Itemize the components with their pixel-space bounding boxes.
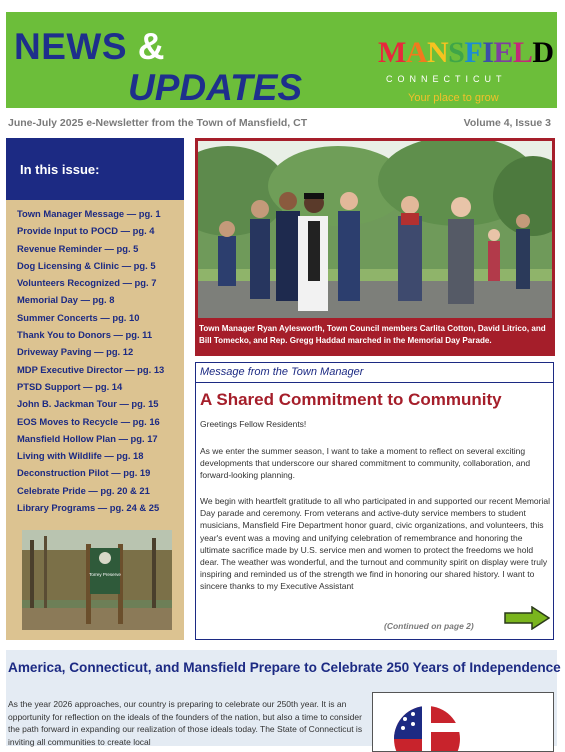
- logo-letter: A: [405, 36, 427, 69]
- contents-sidebar: [6, 138, 184, 640]
- toc-item[interactable]: EOS Moves to Recycle — pg. 16: [17, 415, 160, 427]
- parade-photo: [198, 141, 552, 318]
- continued-link[interactable]: (Continued on page 2): [384, 621, 474, 631]
- title-news-word: NEWS: [14, 26, 127, 67]
- message-headline: A Shared Commitment to Community: [200, 390, 502, 409]
- toc-item[interactable]: Summer Concerts — pg. 10: [17, 311, 140, 323]
- logo-letter: E: [493, 36, 513, 69]
- toc-item[interactable]: Library Programs — pg. 24 & 25: [17, 502, 160, 514]
- logo-letter: L: [512, 36, 533, 69]
- toc-item[interactable]: John B. Jackman Tour — pg. 15: [17, 398, 159, 410]
- arrow-right-icon[interactable]: [504, 606, 550, 630]
- message-paragraph: We begin with heartfelt gratitude to all who participated in and supported our recent Memorial Day parade and ceremony. From veterans and active-duty service members to student musicians, Mansfield Fire Department honor guard, civic organizations, and volunteers, this year's event was a moving and unifying celebration of remembrance and honoring the ultimate sacrifice made by U.S. service men and women to protect the freedoms we hold dear. The weather was wonderful, and the turnout and community spirit on display were truly inspiring and reminded us of the strength we find in honoring our shared history. I want to sincere thanks to my Executive Assistant: [200, 496, 550, 592]
- logo-letter: D: [532, 36, 554, 69]
- logo-letter: M: [378, 36, 406, 69]
- newsletter-title-news: [14, 26, 165, 68]
- kicker-divider: [196, 382, 553, 383]
- toc-item[interactable]: Mansfield Hollow Plan — pg. 17: [17, 432, 158, 444]
- logo-letter: F: [464, 36, 483, 69]
- anniversary-body: As the year 2026 approaches, our country is preparing to celebrate our 250th year. It is an opportunity for reflection on the ideals of the founders of the nation, but also a time to consider the path forward in expanding our realization of those ideals today. The State of Connecticut is inviting all communities to create local: [8, 699, 363, 747]
- toc-item[interactable]: Thank You to Donors — pg. 11: [17, 329, 153, 341]
- anniversary-headline: America, Connecticut, and Mansfield Prepare to Celebrate 250 Years of Independence: [8, 660, 561, 675]
- toc-item[interactable]: Dog Licensing & Clinic — pg. 5: [17, 259, 156, 271]
- newsletter-title-updates: UPDATES: [128, 67, 303, 108]
- toc-item[interactable]: Deconstruction Pilot — pg. 19: [17, 467, 151, 479]
- photo-caption: Town Manager Ryan Aylesworth, Town Council members Carlita Cotton, David Litrico, and Bill Tomecko, and Rep. Gregg Haddad marched in the Memorial Day Parade.: [199, 324, 546, 345]
- table-of-contents: [17, 207, 182, 518]
- issue-number: Volume 4, Issue 3: [463, 117, 551, 129]
- toc-item[interactable]: Driveway Paving — pg. 12: [17, 346, 134, 358]
- message-greeting: Greetings Fellow Residents!: [200, 419, 307, 429]
- title-ampersand: &: [137, 26, 166, 67]
- america250-emblem: [372, 692, 554, 752]
- message-paragraph: As we enter the summer season, I want to take a moment to reflect on several exciting developments that underscore our shared commitment to community, collaboration, and forward-looking planning.: [200, 446, 531, 481]
- toc-item[interactable]: Provide Input to POCD — pg. 4: [17, 225, 155, 237]
- masthead: [6, 12, 557, 108]
- message-kicker: Message from the Town Manager: [200, 366, 364, 378]
- town-manager-message: [195, 362, 554, 640]
- mansfield-logo: [378, 32, 554, 116]
- logo-letter: I: [482, 36, 494, 69]
- toc-item[interactable]: Town Manager Message — pg. 1: [17, 208, 161, 219]
- sign-text: Torrey Preserve: [89, 572, 121, 577]
- logo-tagline: Your place to grow: [408, 92, 499, 104]
- logo-letter: N: [427, 36, 449, 69]
- toc-item[interactable]: Memorial Day — pg. 8: [17, 294, 115, 306]
- toc-item[interactable]: Living with Wildlife — pg. 18: [17, 450, 144, 462]
- logo-wordmark: [378, 36, 554, 70]
- toc-item[interactable]: MDP Executive Director — pg. 13: [17, 363, 165, 375]
- sidebar-title: In this issue:: [20, 162, 100, 177]
- logo-letter: S: [448, 36, 465, 69]
- toc-item[interactable]: Revenue Reminder — pg. 5: [17, 242, 139, 254]
- toc-item[interactable]: PTSD Support — pg. 14: [17, 380, 123, 392]
- issue-date: June-July 2025 e-Newsletter from the Town of Mansfield, CT: [8, 117, 308, 129]
- toc-item[interactable]: Celebrate Pride — pg. 20 & 21: [17, 484, 150, 496]
- sidebar-header: [6, 138, 184, 200]
- parade-photo-frame: [195, 138, 555, 356]
- anniversary-section: [6, 650, 561, 747]
- logo-subtitle: CONNECTICUT: [386, 74, 507, 84]
- preserve-sign-photo: [22, 530, 172, 630]
- toc-item[interactable]: Volunteers Recognized — pg. 7: [17, 277, 157, 289]
